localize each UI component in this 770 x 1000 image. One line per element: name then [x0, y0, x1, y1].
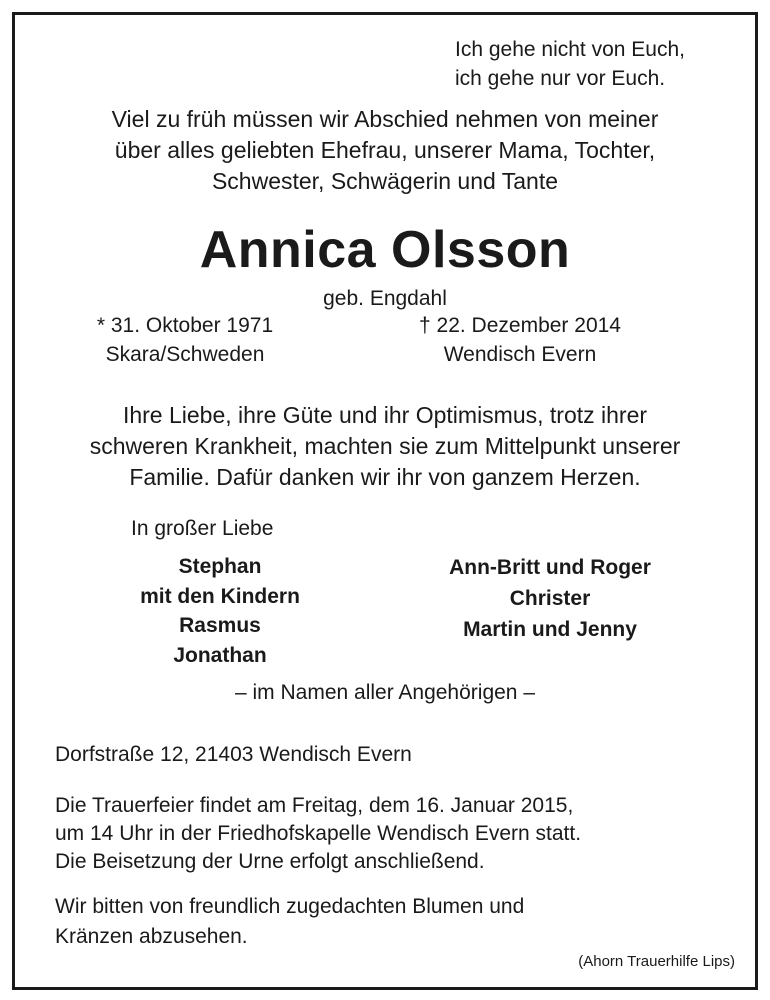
- birth-info: [55, 311, 315, 369]
- intro-text: [15, 104, 755, 197]
- motto: [455, 35, 685, 93]
- mourner-name: Jonathan: [173, 643, 267, 667]
- death-info: [370, 311, 670, 369]
- funeral-line: um 14 Uhr in der Friedhofskapelle Wendisch Evern statt.: [55, 822, 582, 845]
- birth-date: * 31. Oktober 1971: [96, 314, 274, 337]
- mourner-name: Martin und Jenny: [463, 618, 637, 641]
- tribute-text: [15, 400, 755, 493]
- mourner-name: Ann-Britt und Roger: [449, 556, 651, 579]
- mourners-left: [75, 552, 365, 670]
- death-date: † 22. Dezember 2014: [419, 314, 621, 337]
- mourner-name: Rasmus: [179, 614, 261, 637]
- birth-name: geb. Engdahl: [323, 287, 447, 310]
- mourner-name: Christer: [509, 587, 591, 610]
- mourners-right: [395, 552, 705, 645]
- funeral-line: Die Beisetzung der Urne erfolgt anschließend.: [55, 850, 485, 873]
- closing-phrase: In großer Liebe: [131, 517, 274, 540]
- tribute-line: Familie. Dafür danken wir ihr von ganzem Herzen.: [129, 464, 641, 490]
- address: Dorfstraße 12, 21403 Wendisch Evern: [55, 743, 412, 766]
- death-place: Wendisch Evern: [443, 343, 597, 366]
- tribute-line: schweren Krankheit, machten sie zum Mittelpunkt unserer: [89, 433, 681, 459]
- funeral-line: Die Trauerfeier findet am Freitag, dem 16. Januar 2015,: [55, 794, 574, 817]
- intro-line: Viel zu früh müssen wir Abschied nehmen von meiner: [111, 106, 659, 132]
- funeral-info: [55, 792, 581, 876]
- mourner-name: mit den Kindern: [140, 584, 300, 608]
- mourner-name: Stephan: [178, 555, 262, 578]
- behalf-line: – im Namen aller Angehörigen –: [234, 681, 535, 704]
- flowers-request: [55, 892, 524, 952]
- motto-line: Ich gehe nicht von Euch,: [455, 38, 685, 61]
- funeral-home-credit: (Ahorn Trauerhilfe Lips): [578, 953, 735, 970]
- intro-line: Schwester, Schwägerin und Tante: [211, 168, 559, 194]
- flowers-line: Wir bitten von freundlich zugedachten Blumen und: [55, 895, 525, 918]
- flowers-line: Kränzen abzusehen.: [55, 925, 248, 948]
- motto-line: ich gehe nur vor Euch.: [455, 67, 666, 90]
- birth-place: Skara/Schweden: [105, 343, 265, 366]
- tribute-line: Ihre Liebe, ihre Güte und ihr Optimismus, trotz ihrer: [122, 402, 648, 428]
- intro-line: über alles geliebten Ehefrau, unserer Mama, Tochter,: [114, 137, 656, 163]
- obituary-frame: [12, 12, 758, 990]
- deceased-name: Annica Olsson: [199, 221, 571, 279]
